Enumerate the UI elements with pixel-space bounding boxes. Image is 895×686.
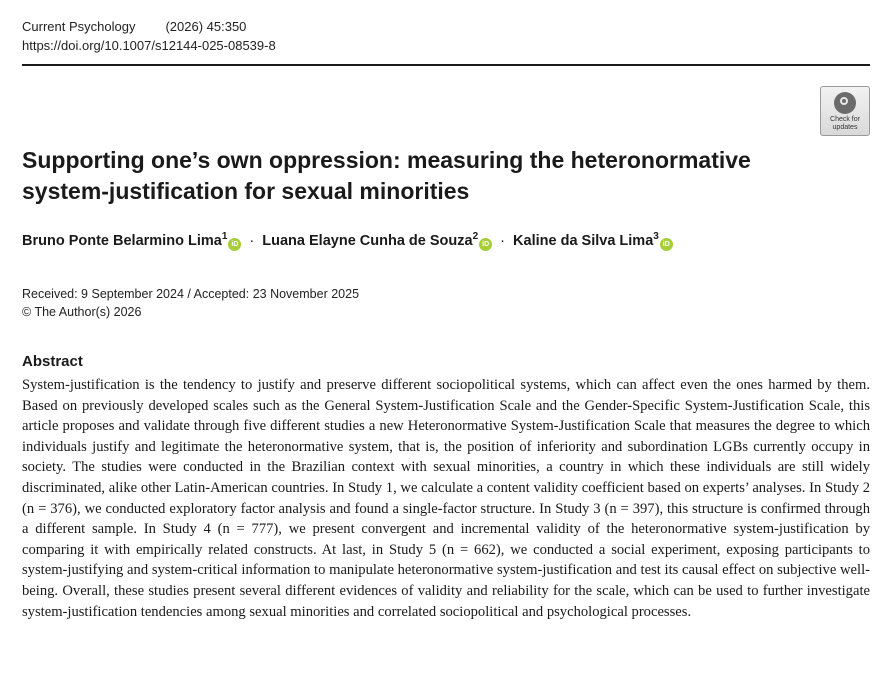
orcid-icon[interactable]: iD: [228, 238, 241, 251]
check-for-updates-icon: [834, 92, 856, 114]
journal-name: Current Psychology: [22, 19, 136, 34]
journal-volume: (2026) 45:350: [165, 19, 247, 34]
abstract-text: System-justification is the tendency to justify and preserve different sociopolitical systems, which can affect even the ones harmed by them. Based on previously developed scales such as the General System-Justification Scale and the Gender-Specific System-Justification Scale, this article proposes and validate through five different studies a new Heteronormative System-Justification Scale that measures the degree to which individuals justify and legitimate the heteronormative system, that is, the position of inferiority and subordination LGBs currently occupy in society. The studies were conducted in the Brazilian context with sexual minorities, a country in which these individuals are still widely discriminated, alike other Latin-American countries. In Study 1, we calculate a content validity coefficient based on experts’ analyses. In Study 2 (n = 376), we conducted exploratory factor analysis and found a single-factor structure. In Study 3 (n = 397), this structure is confirmed through a different sample. In Study 4 (n = 777), we present convergent and incremental validity of the heteronormative system-justification by comparing it with empirically related constructs. At last, in Study 5 (n = 662), we conducted a social experiment, exposing participants to system-justifying and system-critical information to manipulate heteronormative system-justification and test its causal effect on subjective well-being. Overall, these studies present several different evidences of validity and reliability for the scale, which can be used to further investigate system-justification tendencies among sexual minorities and correlated sociopolitical and psychological processes.: [22, 377, 870, 620]
author-affiliation: 3: [653, 231, 659, 243]
copyright-notice: © The Author(s) 2026: [22, 305, 142, 319]
author-name[interactable]: Bruno Ponte Belarmino Lima: [22, 233, 222, 249]
abstract-heading: Abstract: [22, 353, 83, 370]
doi-link[interactable]: https://doi.org/10.1007/s12144-025-08539-8: [22, 38, 276, 53]
orcid-icon[interactable]: iD: [479, 238, 492, 251]
journal-header: [22, 19, 246, 34]
author-affiliation: 1: [221, 231, 228, 243]
check-for-updates-label: Check for updates: [830, 116, 860, 131]
author-separator: ·: [249, 233, 255, 249]
article-dates: Received: 9 September 2024 / Accepted: 23 November 2025: [22, 287, 360, 301]
author-separator: ·: [500, 233, 506, 249]
author-affiliation: 2: [472, 231, 479, 243]
author-name[interactable]: Luana Elayne Cunha de Souza: [262, 233, 473, 249]
orcid-icon[interactable]: iD: [660, 238, 673, 251]
author-name[interactable]: Kaline da Silva Lima: [513, 233, 654, 249]
check-for-updates-button[interactable]: [820, 86, 870, 136]
author-list: [22, 233, 673, 251]
header-divider: [22, 64, 870, 66]
article-title: Supporting one’s own oppression: measuring the heteronormative system-justification for sexual minorities: [22, 147, 751, 204]
